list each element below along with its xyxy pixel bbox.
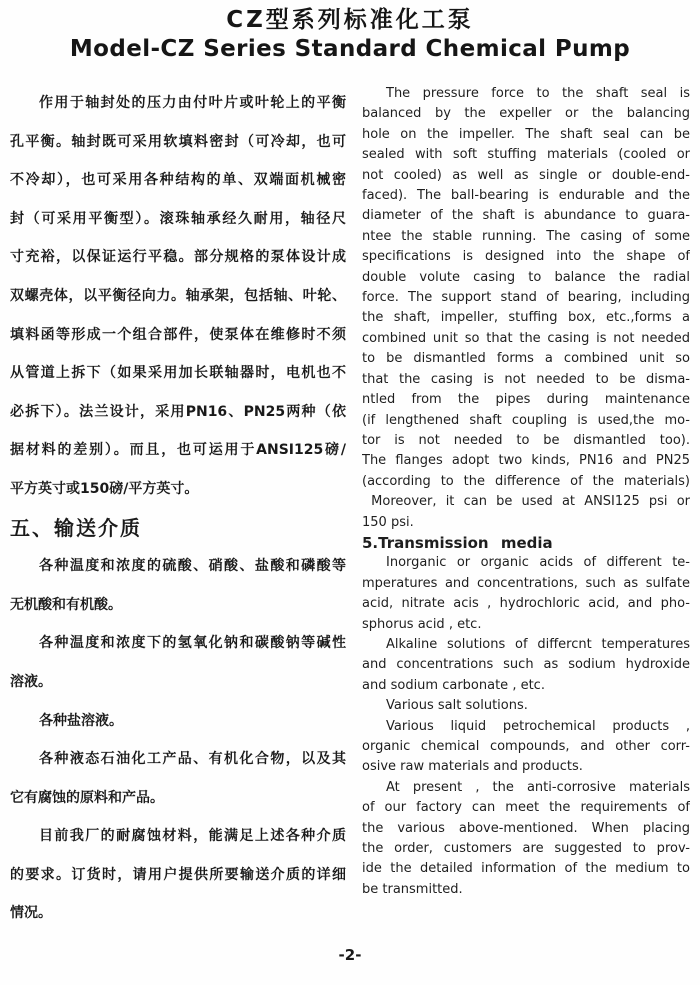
text-line: double volute casing to balance the radial [362,269,690,285]
page-title-chinese: CZ型系列标准化工泵 [226,7,474,33]
text-line: 各种液态石油化工产品、有机化合物，以及其 [39,751,346,768]
paragraph [362,696,690,716]
text-line: 填料函等形成一个组合部件，使泵体在维修时不须 [10,326,346,343]
text-line: 孔平衡。轴封既可采用软填料密封（可冷却，也可 [10,133,346,150]
section-heading-zh: 五、输送介质 [10,515,142,540]
text-line: 双螺壳体，以平衡径向力。轴承架，包括轴、叶轮、 [10,287,346,304]
text-line: (if lengthened shaft coupling is used,the mo- [362,412,690,428]
text-line: Various salt solutions. [386,698,528,714]
paragraph [362,717,690,778]
page-title-english: Model-CZ Series Standard Chemical Pump [69,36,631,62]
text-line: 不冷却），也可采用各种结构的单、双端面机械密 [10,172,346,189]
text-line: 平方英寸或150磅/平方英寸。 [10,480,199,497]
text-line: 无机酸和有机酸。 [10,596,122,613]
text-line: the shaft, impeller, stuffing box, etc.,forms a [362,310,690,326]
text-line: hole on the impeller. The shaft seal can be [362,126,690,142]
paragraph [10,740,346,817]
text-line: ntee the stable running. The casing of some [362,228,690,244]
text-line: faced). The ball-bearing is endurable and the [362,188,690,204]
text-line: the order, customers are suggested to prov- [362,841,690,857]
text-line: to be dismantled forms a combined unit so [362,351,690,367]
text-line: 的要求。订货时，请用户提供所要输送介质的详细 [10,866,346,883]
text-line: 各种温度和浓度下的氢氧化钠和碳酸钠等碱性 [39,635,346,652]
text-line: 作用于轴封处的压力由付叶片或叶轮上的平衡 [39,95,346,111]
paragraph [10,547,346,624]
text-line: Inorganic or organic acids of different te- [386,555,690,571]
paragraph [362,84,690,533]
text-line: organic chemical compounds, and other corr- [362,739,690,754]
text-line: ntled from the pipes during maintenance [362,392,690,408]
text-line: The flanges adopt two kinds, PN16 and PN25 [362,453,690,469]
text-line: and concentrations such as sodium hydroxide [362,657,690,673]
text-line: the various above-mentioned. When placing [362,820,690,836]
right-column-english-text [362,84,690,933]
text-line: sealed with soft stuffing materials (cooled or [362,147,690,163]
text-line: 封（可采用平衡型）。滚珠轴承经久耐用，轴径尺 [10,210,346,227]
text-line: mperatures and concentrations, such as sulfate [362,575,690,591]
text-line: 情况。 [10,905,52,922]
text-line: 从管道上拆下（如果采用加长联轴器时，电机也不 [10,365,346,382]
text-line: osive raw materials and products. [362,759,583,775]
paragraph [10,84,346,509]
text-line: tor is not needed to be dismantled too). [362,432,690,448]
text-line: and sodium carbonate , etc. [362,677,545,693]
text-line: 它有腐蚀的原料和产品。 [10,789,164,806]
text-line: The pressure force to the shaft seal is [386,86,690,101]
two-column-layout [10,84,690,933]
text-line: At present , the anti-corrosive materials [386,779,690,795]
text-line: sphorus acid , etc. [362,616,482,632]
text-line: 据材料的差别）。而且，也可运用于ANSI125磅/ [10,442,346,459]
text-line: 寸充裕，以保证运行平稳。部分规格的泵体设计成 [10,249,346,266]
paragraph [362,635,690,696]
text-line: acid, nitrate acis , hydrochloric acid, and pho- [362,596,690,612]
paragraph [10,817,346,933]
title-block [0,6,700,64]
page-number: -2- [338,946,362,964]
text-line: Alkaline solutions of differcnt temperatures [386,636,690,652]
text-line: of our factory can meet the requirements of [362,800,690,816]
text-line: Various liquid petrochemical products , [386,718,690,734]
text-line: balanced by the expeller or the balancing [362,106,690,122]
text-line: 必拆下）。法兰设计，采用PN16、PN25两种（依 [10,403,346,420]
text-line: combined unit so that the casing is not needed [362,330,690,346]
text-line: be transmitted. [362,881,463,897]
text-line: Moreover, it can be used at ANSI125 psi or [362,494,690,510]
text-line: diameter of the shaft is abundance to guara- [362,208,690,224]
text-line: ide the detailed information of the medium to [362,861,690,877]
paragraph [362,778,690,900]
text-line: 溶液。 [10,673,52,690]
text-line: 150 psi. [362,514,414,530]
text-line: (according to the difference of the materials) [362,473,690,489]
left-column-chinese-text [10,84,346,933]
text-line: not cooled) as well as single or double-end- [362,167,690,183]
text-line: 各种盐溶液。 [39,712,123,729]
paragraph [10,624,346,701]
text-line: force. The support stand of bearing, including [362,290,690,306]
text-line: specifications is designed into the shape of [362,249,690,265]
paragraph [362,553,690,635]
text-line: that the casing is not needed to be disma- [362,371,690,387]
text-line: 各种温度和浓度的硫酸、硝酸、盐酸和磷酸等 [39,558,346,575]
text-line: 目前我厂的耐腐蚀材料，能满足上述各种介质 [39,828,346,845]
section-heading-en: 5.Transmission media [362,533,553,552]
paragraph [10,702,346,741]
